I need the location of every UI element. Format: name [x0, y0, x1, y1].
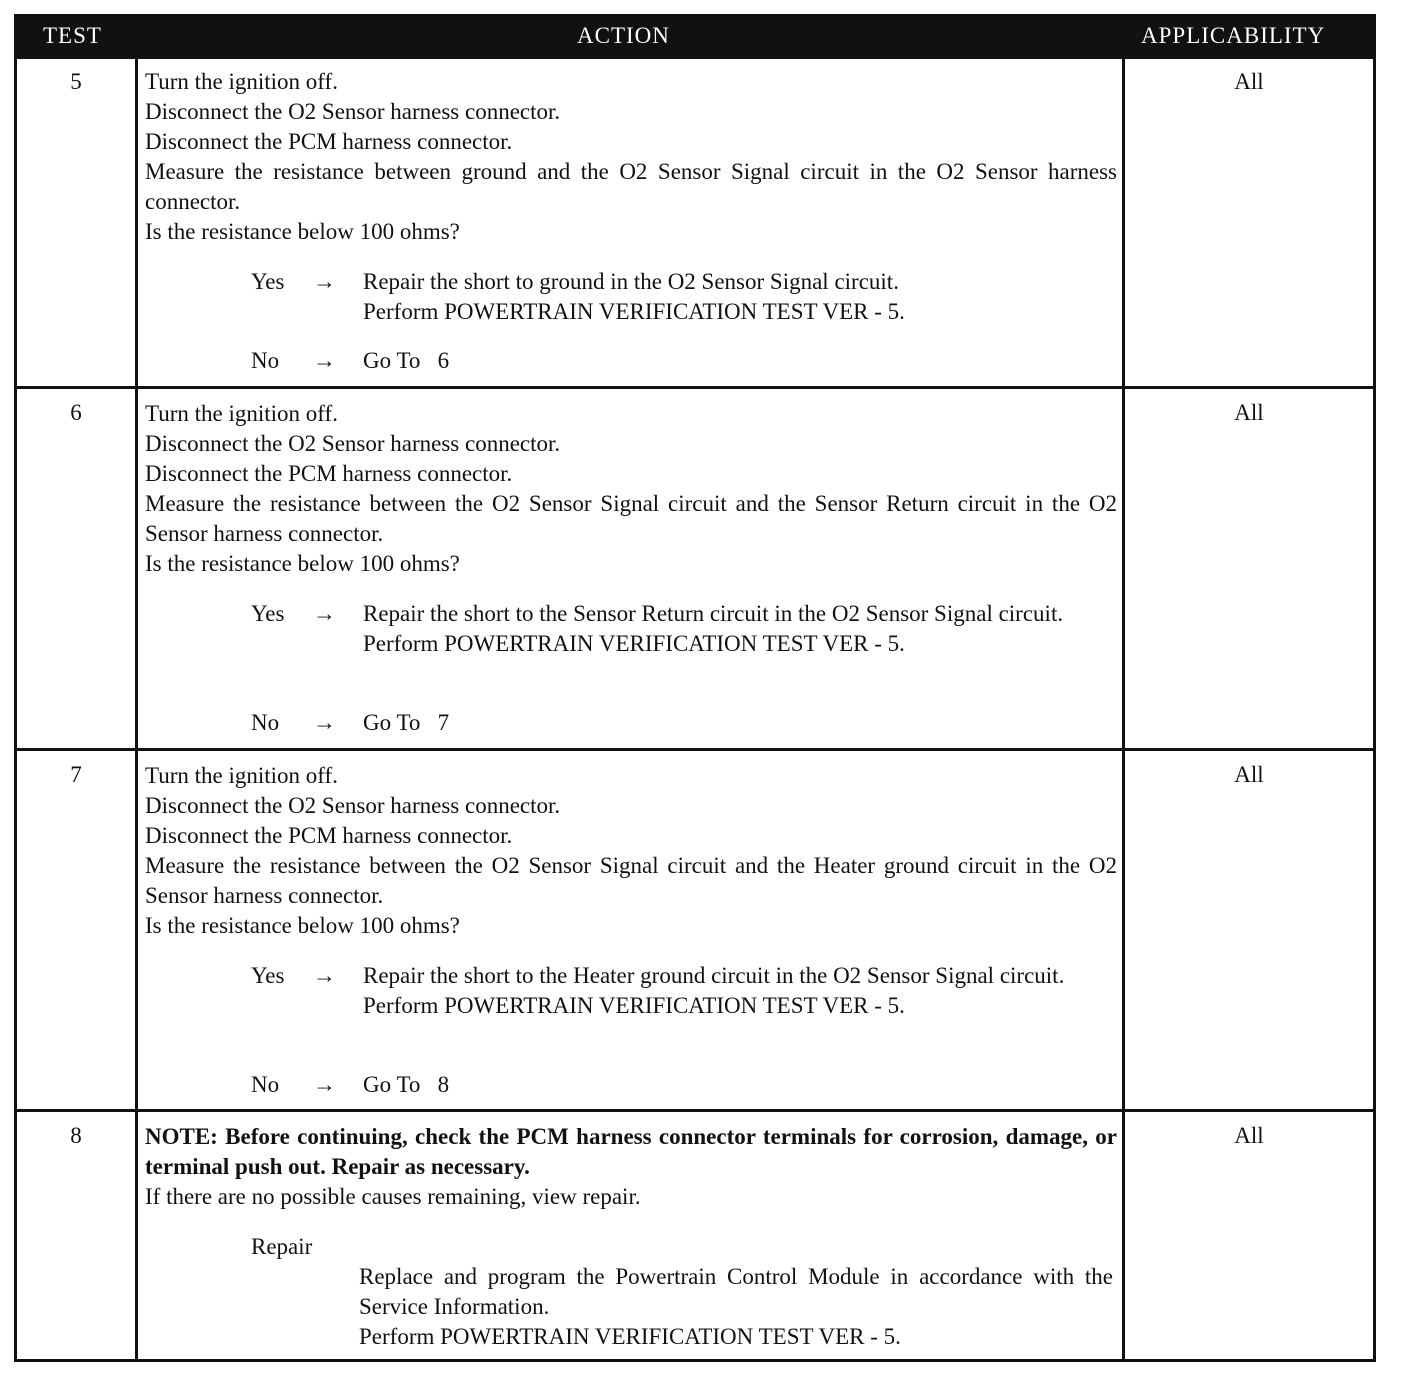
yes-text-line: Perform POWERTRAIN VERIFICATION TEST VER - 5. [363, 993, 905, 1018]
step-text: Is the resistance below 100 ohms? [145, 219, 460, 244]
repair-branch [145, 1232, 1117, 1262]
step-text: Measure the resistance between the O2 Sensor Signal circuit and the Sensor Return circuit in the O2 Sensor harness connector. [145, 491, 1117, 546]
step-text: Measure the resistance between ground and the O2 Sensor Signal circuit in the O2 Sensor harness connector. [145, 159, 1117, 214]
arrow-right-icon: → [313, 348, 336, 373]
step-text: Disconnect the O2 Sensor harness connector. [145, 99, 561, 124]
yes-text [363, 267, 1117, 327]
action-steps [145, 399, 1117, 579]
no-label: No [251, 348, 280, 373]
no-label: No [251, 710, 280, 735]
step-text: Is the resistance below 100 ohms? [145, 913, 460, 938]
yes-branch [145, 599, 1117, 699]
yes-text [363, 599, 1117, 659]
arrow-right-icon: → [313, 269, 336, 294]
step-text: Disconnect the PCM harness connector. [145, 461, 513, 486]
yes-text [363, 961, 1117, 1021]
arrow-right-icon: → [313, 601, 336, 626]
repair-text-line: Perform POWERTRAIN VERIFICATION TEST VER - 5. [359, 1324, 901, 1349]
action-steps [145, 1122, 1117, 1212]
repair-label: Repair [251, 1234, 313, 1259]
no-text: Go To 6 [363, 348, 450, 373]
yes-label: Yes [251, 963, 285, 988]
yes-label: Yes [251, 601, 285, 626]
diagnostic-table [14, 14, 1376, 1362]
yes-branch [145, 961, 1117, 1061]
column-divider [135, 17, 138, 1359]
test-number: 5 [70, 69, 82, 94]
action-steps [145, 67, 1117, 247]
header-test: TEST [43, 23, 102, 48]
row-divider [17, 386, 1373, 389]
yes-text-line: Repair the short to the Heater ground circuit in the O2 Sensor Signal circuit. [363, 963, 1065, 988]
column-divider [1122, 17, 1125, 1359]
yes-text-line: Perform POWERTRAIN VERIFICATION TEST VER - 5. [363, 631, 905, 656]
header-applicability: APPLICABILITY [1141, 23, 1326, 48]
step-text: Measure the resistance between the O2 Sensor Signal circuit and the Heater ground circuit in the O2 Sensor harness connector. [145, 853, 1117, 908]
action-steps [145, 761, 1117, 941]
row-divider [17, 748, 1373, 751]
test-number: 6 [70, 400, 82, 425]
step-text: Is the resistance below 100 ohms? [145, 551, 460, 576]
note-text: NOTE: Before continuing, check the PCM harness connector terminals for corrosion, damage, or terminal push out. Repair as necessary. [145, 1124, 1117, 1179]
repair-text [359, 1262, 1113, 1352]
yes-text-line: Perform POWERTRAIN VERIFICATION TEST VER - 5. [363, 299, 905, 324]
arrow-right-icon: → [313, 710, 336, 735]
test-number: 7 [70, 762, 82, 787]
table-header [17, 17, 1373, 59]
yes-text-line: Repair the short to the Sensor Return circuit in the O2 Sensor Signal circuit. [363, 601, 1064, 626]
step-text: Disconnect the PCM harness connector. [145, 129, 513, 154]
no-branch [145, 346, 1117, 376]
step-text: Turn the ignition off. [145, 401, 338, 426]
step-text: Disconnect the PCM harness connector. [145, 823, 513, 848]
step-text: Turn the ignition off. [145, 763, 338, 788]
step-text: If there are no possible causes remaining, view repair. [145, 1184, 641, 1209]
arrow-right-icon: → [313, 1072, 336, 1097]
no-text: Go To 8 [363, 1072, 450, 1097]
arrow-right-icon: → [313, 963, 336, 988]
no-branch [145, 1070, 1117, 1100]
step-text: Turn the ignition off. [145, 69, 338, 94]
applicability-value: All [1234, 1123, 1264, 1148]
no-label: No [251, 1072, 280, 1097]
no-text: Go To 7 [363, 710, 450, 735]
repair-text-line: Replace and program the Powertrain Control Module in accordance with the Service Information. [359, 1264, 1113, 1319]
yes-label: Yes [251, 269, 285, 294]
row-divider [17, 1109, 1373, 1112]
test-number: 8 [70, 1123, 82, 1148]
header-action: ACTION [577, 23, 670, 48]
step-text: Disconnect the O2 Sensor harness connector. [145, 431, 561, 456]
applicability-value: All [1234, 69, 1264, 94]
applicability-value: All [1234, 762, 1264, 787]
step-text: Disconnect the O2 Sensor harness connector. [145, 793, 561, 818]
no-branch [145, 708, 1117, 738]
yes-text-line: Repair the short to ground in the O2 Sensor Signal circuit. [363, 269, 899, 294]
applicability-value: All [1234, 400, 1264, 425]
